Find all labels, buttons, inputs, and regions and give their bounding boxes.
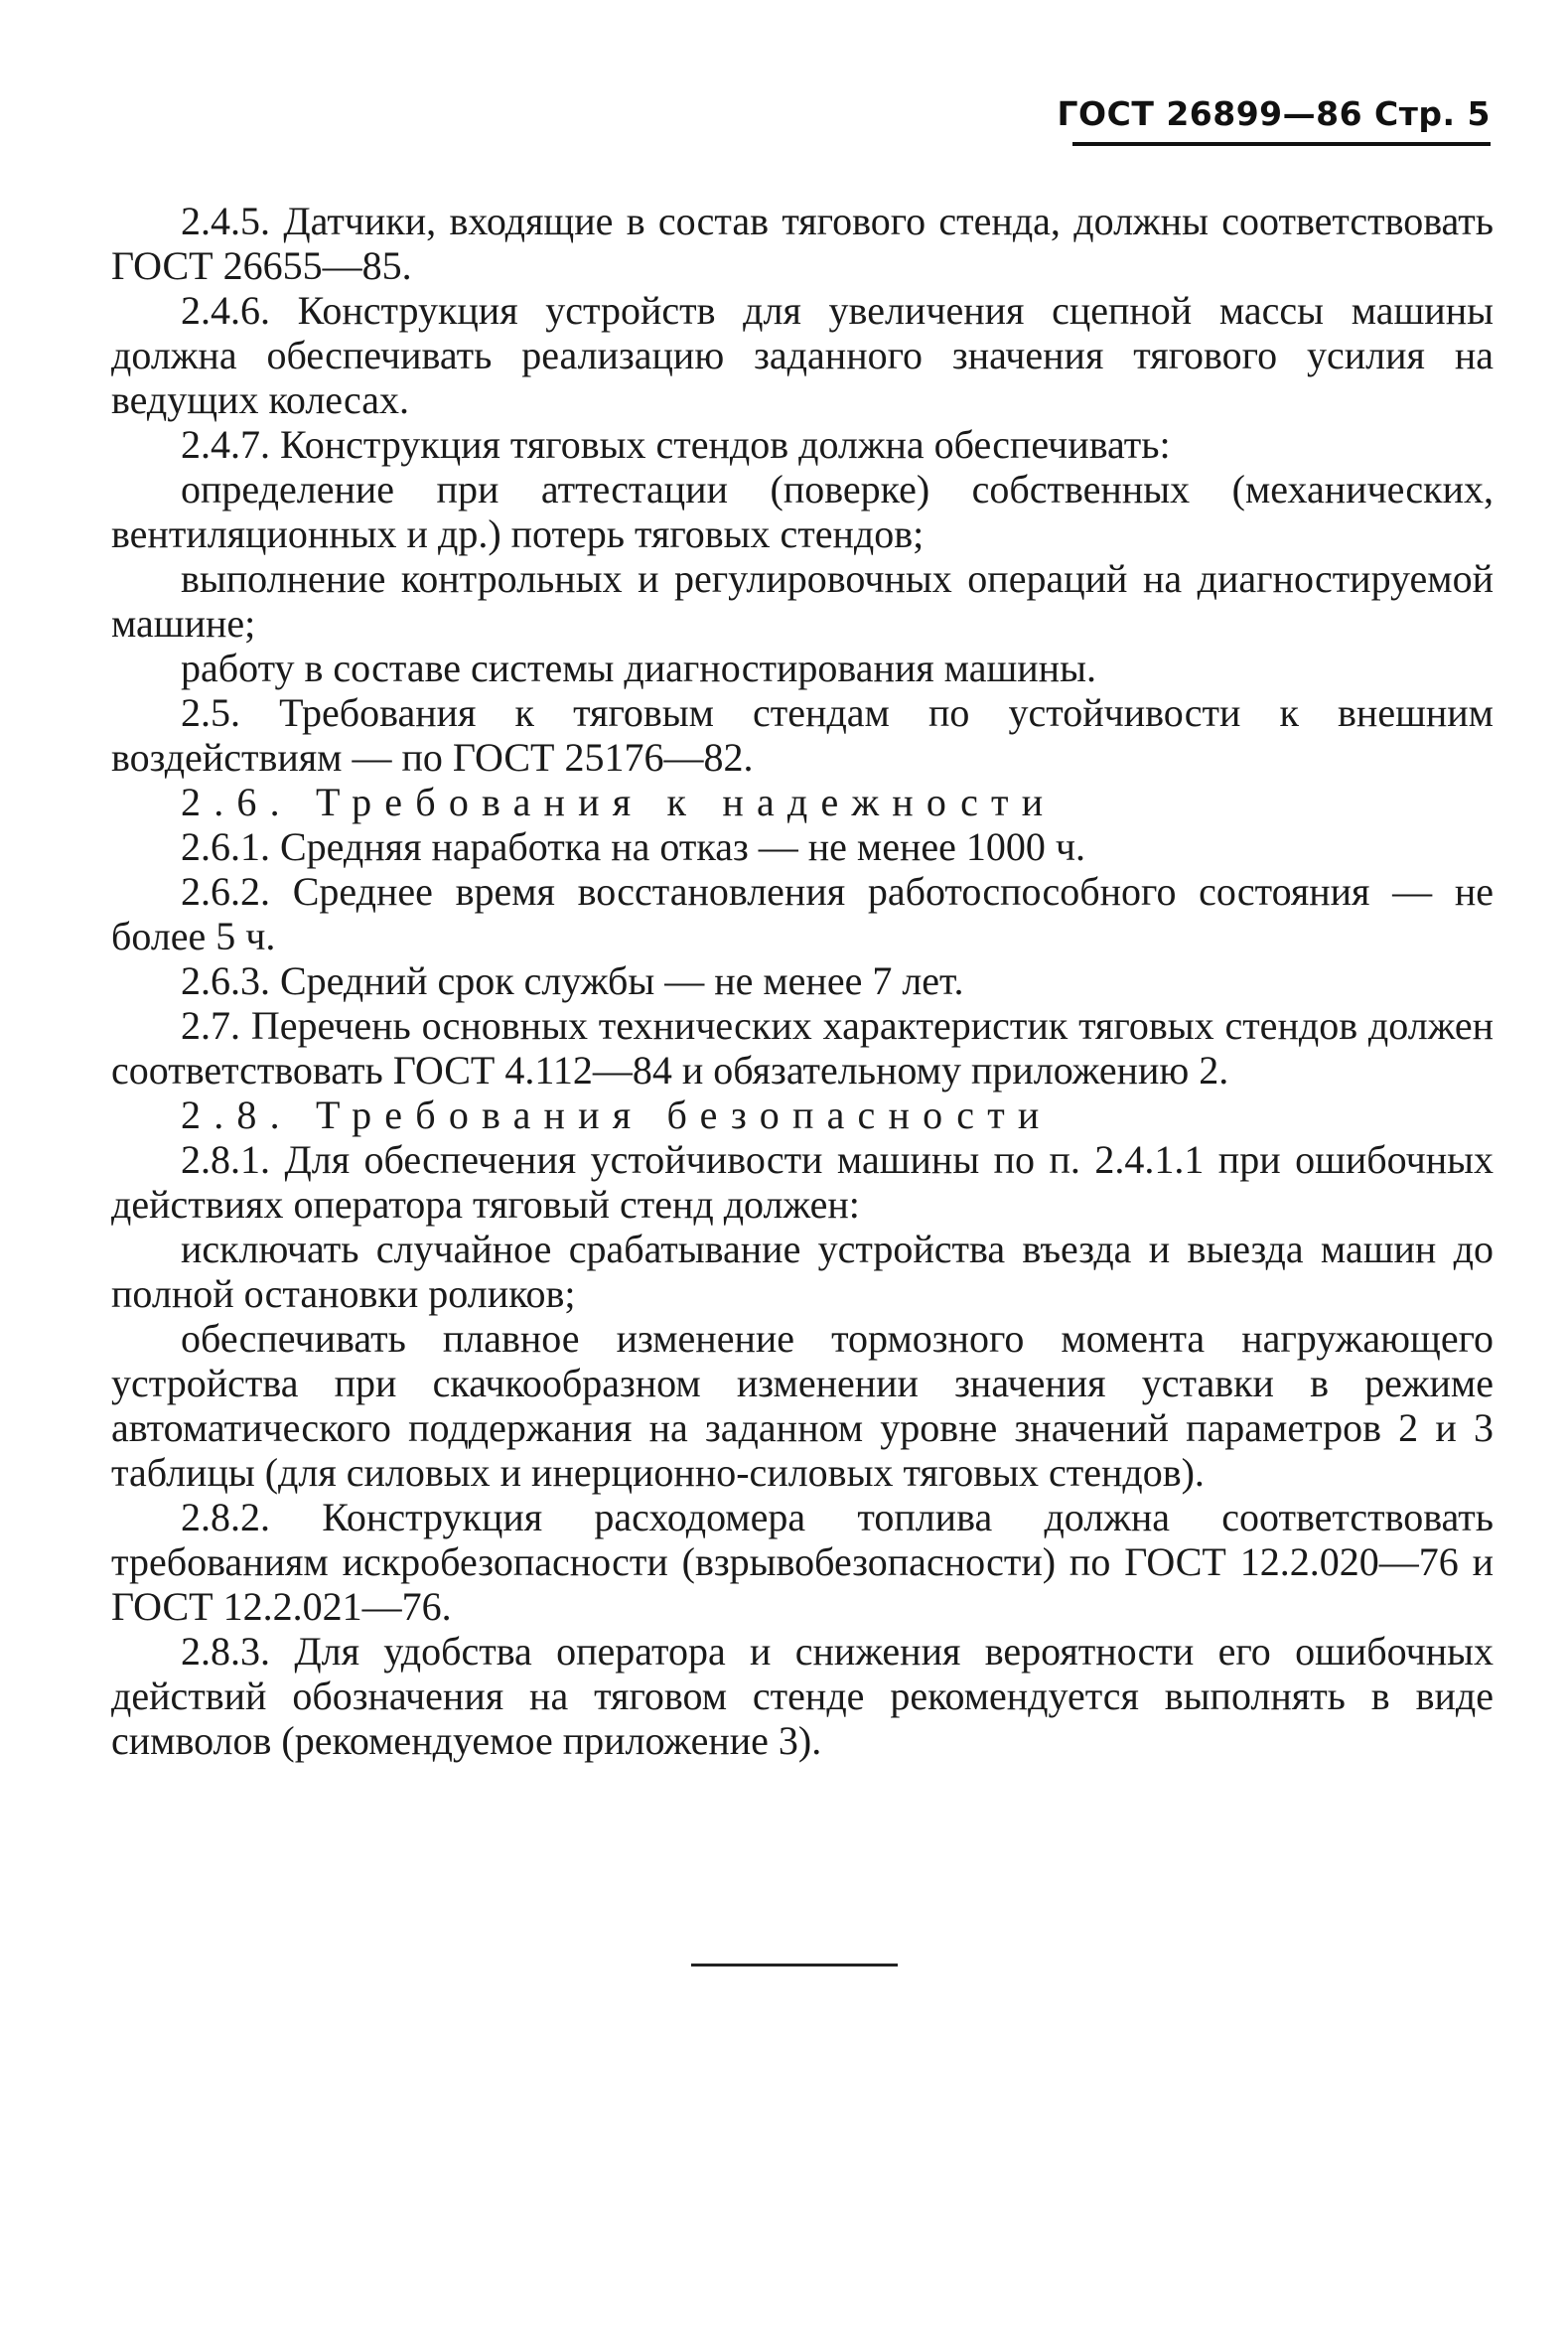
paragraph-2-8-1: 2.8.1. Для обеспечения устойчивости машины по п. 2.4.1.1 при ошибочных действиях оператора тяговый стенд должен:	[111, 1137, 1494, 1227]
page-header: ГОСТ 26899—86 Стр. 5	[1057, 94, 1491, 133]
list-item-smooth-torque: обеспечивать плавное изменение тормозного момента нагружающего устройства при скачкообразном изменении значения уставки в режиме автоматического поддержания на заданном уровне значений параметров 2 и 3 таблицы (для силовых и инерционно-силовых тяговых стендов).	[111, 1316, 1494, 1495]
paragraph-2-6-2: 2.6.2. Среднее время восстановления работоспособного состояния — не более 5 ч.	[111, 869, 1494, 958]
section-heading-reliability: 2.6. Требования к надежности	[181, 780, 1057, 824]
list-item-attestation: определение при аттестации (поверке) собственных (механических, вентиляционных и др.) потерь тяговых стендов;	[111, 467, 1494, 556]
paragraph-2-6-3: 2.6.3. Средний срок службы — не менее 7 лет.	[181, 958, 964, 1003]
paragraph-2-8-3: 2.8.3. Для удобства оператора и снижения вероятности его ошибочных действий обозначения на тяговом стенде рекомендуется выполнять в виде символов (рекомендуемое приложение 3).	[111, 1629, 1494, 1763]
paragraph-2-4-5: 2.4.5. Датчики, входящие в состав тягового стенда, должны соответствовать ГОСТ 26655—85.	[111, 199, 1494, 288]
paragraph-2-4-6: 2.4.6. Конструкция устройств для увеличения сцепной массы машины должна обеспечивать реализацию заданного значения тягового усилия на ведущих колесах.	[111, 288, 1494, 422]
list-item-exclude-triggering: исключать случайное срабатывание устройства въезда и выезда машин до полной остановки роликов;	[111, 1227, 1494, 1316]
paragraph-2-5: 2.5. Требования к тяговым стендам по устойчивости к внешним воздействиям — по ГОСТ 25176—82.	[111, 690, 1494, 780]
paragraph-2-4-7: 2.4.7. Конструкция тяговых стендов должна обеспечивать:	[181, 422, 1171, 467]
paragraph-2-7: 2.7. Перечень основных технических характеристик тяговых стендов должен соответствовать ГОСТ 4.112—84 и обязательному приложению 2.	[111, 1003, 1494, 1093]
list-item-control-operations: выполнение контрольных и регулировочных операций на диагностируемой машине;	[111, 556, 1494, 646]
paragraph-2-8-2: 2.8.2. Конструкция расходомера топлива должна соответствовать требованиям искробезопасности (взрывобезопасности) по ГОСТ 12.2.020—76 и ГОСТ 12.2.021—76.	[111, 1495, 1494, 1629]
section-heading-safety: 2.8. Требования безопасности	[181, 1093, 1053, 1137]
paragraph-2-6-1: 2.6.1. Средняя наработка на отказ — не менее 1000 ч.	[181, 824, 1086, 869]
header-rule	[1072, 142, 1491, 146]
list-item-diagnostic-system: работу в составе системы диагностирования машины.	[181, 646, 1096, 690]
end-rule	[691, 1964, 898, 1967]
document-body	[111, 199, 1494, 1763]
